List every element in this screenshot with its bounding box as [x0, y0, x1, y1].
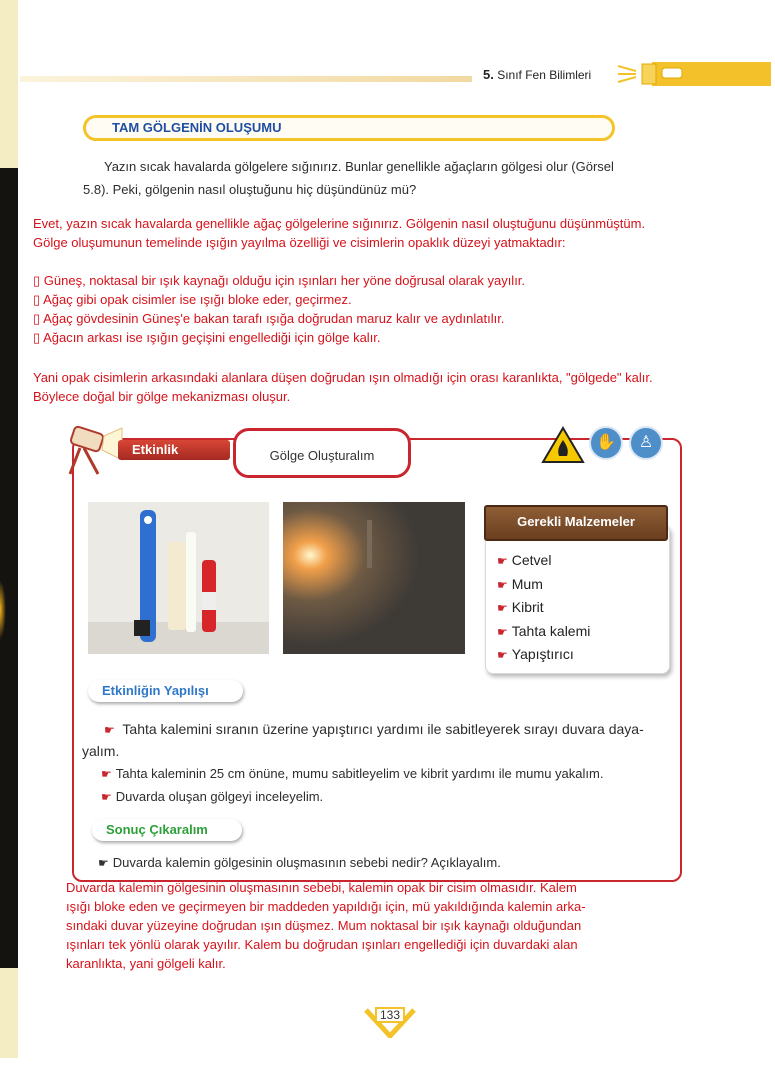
side-strip-dark — [0, 168, 18, 968]
gloves-icon: ✋ — [589, 426, 623, 460]
answer2-line: karanlıkta, yani gölgeli kalır. — [66, 956, 226, 971]
pointing-hand-icon: ☛ — [101, 767, 112, 781]
material-item: ☛ Cetvel — [497, 552, 552, 568]
step-1: ☛ Tahta kalemini sıranın üzerine yapıştırıcı yardımı ile sabitleyerek sırayı duvara daya- — [104, 721, 644, 737]
answer1-conclusion-line: Yani opak cisimlerin arkasındaki alanlara düşen doğrudan ışın olmadığı için orası karanlıkta, "gölgede" kalır. — [33, 370, 653, 385]
side-strip-bottom — [0, 968, 18, 1058]
activity-title: Gölge Oluşturalım — [269, 448, 375, 463]
pointing-hand-icon: ☛ — [497, 648, 508, 662]
flashlight-icon — [616, 60, 771, 88]
answer1-bullet: ▯ Güneş, noktasal bir ışık kaynağı olduğu için ışınları her yöne doğrusal olarak yayılır. — [33, 273, 526, 288]
fire-warning-icon — [541, 426, 585, 464]
answer2-line: Duvarda kalemin gölgesinin oluşmasının sebebi, kalemin opak bir cisim olmasıdır. Kalem — [66, 880, 577, 895]
spotlight-illustration-icon — [64, 420, 124, 475]
bullet-marker: ▯ — [33, 292, 41, 307]
answer2-line: ışınları tek yönlü olarak yayılır. Kalem bu doğrudan ışınları engellediği için duvardaki alan — [66, 937, 578, 952]
answer1-conclusion — [33, 368, 653, 406]
answer1-bullet: ▯ Ağacın arkası ise ışığın geçişini engellediği için gölge kalır. — [33, 330, 381, 345]
intro-line-2: 5.8). Peki, gölgenin nasıl oluştuğunu hiç düşündünüz mü? — [83, 182, 417, 197]
bullet-marker: ▯ — [33, 330, 41, 345]
answer1-line: Gölge oluşumunun temelinde ışığın yayılma özelliği ve cisimlerin opaklık düzeyi yatmaktadır: — [33, 235, 566, 250]
material-item: ☛ Tahta kalemi — [497, 623, 591, 639]
shadow-experiment-photo — [283, 502, 465, 654]
material-item: ☛ Mum — [497, 576, 543, 592]
side-glow — [0, 580, 6, 640]
bullet-marker: ▯ — [33, 311, 41, 326]
answer1-bullet: ▯ Ağaç gövdesinin Güneş'e bakan tarafı ışığa doğrudan maruz kalır ve aydınlatılır. — [33, 311, 505, 326]
pointing-hand-icon: ☛ — [497, 578, 508, 592]
step-3: ☛ Duvarda oluşan gölgeyi inceleyelim. — [101, 789, 324, 804]
material-item: ☛ Kibrit — [497, 599, 544, 615]
pointing-hand-icon: ☛ — [497, 625, 508, 639]
page-header — [483, 67, 591, 82]
activity-tab: Etkinlik — [118, 440, 230, 460]
pointing-hand-icon: ☛ — [101, 790, 112, 804]
pointing-hand-icon: ☛ — [104, 723, 115, 737]
procedure-title: Etkinliğin Yapılışı — [88, 680, 243, 702]
material-item: ☛ Yapıştırıcı — [497, 646, 574, 662]
side-strip-top — [0, 0, 18, 168]
answer1-line: Evet, yazın sıcak havalarda genellikle ağaç gölgelerine sığınırız. Gölgenin nasıl oluştuğunu düşünmüştüm. — [33, 216, 646, 231]
bullet-marker: ▯ — [33, 273, 41, 288]
pointing-hand-icon: ☛ — [497, 601, 508, 615]
answer1-bullets — [33, 271, 525, 347]
materials-title: Gerekli Malzemeler — [517, 514, 635, 529]
step-1-continued: yalım. — [82, 743, 120, 759]
section-title: TAM GÖLGENİN OLUŞUMU — [112, 120, 282, 135]
conclusion-question: ☛ Duvarda kalemin gölgesinin oluşmasının sebebi nedir? Açıklayalım. — [98, 855, 501, 870]
subject-name: Sınıf Fen Bilimleri — [497, 68, 592, 82]
lab-coat-icon: ♙ — [629, 426, 663, 460]
step-2: ☛ Tahta kaleminin 25 cm önüne, mumu sabitleyelim ve kibrit yardımı ile mumu yakalım. — [101, 766, 604, 781]
conclusion-title: Sonuç Çıkaralım — [92, 819, 242, 841]
pointing-hand-icon: ☛ — [98, 856, 109, 870]
answer2-line: sındaki duvar yüzeyine doğrudan ışın düşmez. Mum noktasal bir ışık kaynağı olduğundan — [66, 918, 582, 933]
grade-number: 5. — [483, 67, 494, 82]
answer2-line: ışığı bloke eden ve geçirmeyen bir maddeden yapıldığı için, mü yakıldığında kalemin arka- — [66, 899, 586, 914]
header-rule — [20, 76, 472, 82]
answer1-conclusion-line: Böylece doğal bir gölge mekanizması oluşur. — [33, 389, 291, 404]
intro-line-1: Yazın sıcak havalarda gölgelere sığınırız. Bunlar genellikle ağaçların gölgesi olur (Görsel — [104, 159, 614, 174]
answer1-text — [33, 214, 645, 252]
answer1-bullet: ▯ Ağaç gibi opak cisimler ise ışığı bloke eder, geçirmez. — [33, 292, 352, 307]
materials-photo — [88, 502, 269, 654]
answer2-text — [66, 878, 586, 973]
pointing-hand-icon: ☛ — [497, 554, 508, 568]
page-number: 133 — [379, 1008, 401, 1022]
